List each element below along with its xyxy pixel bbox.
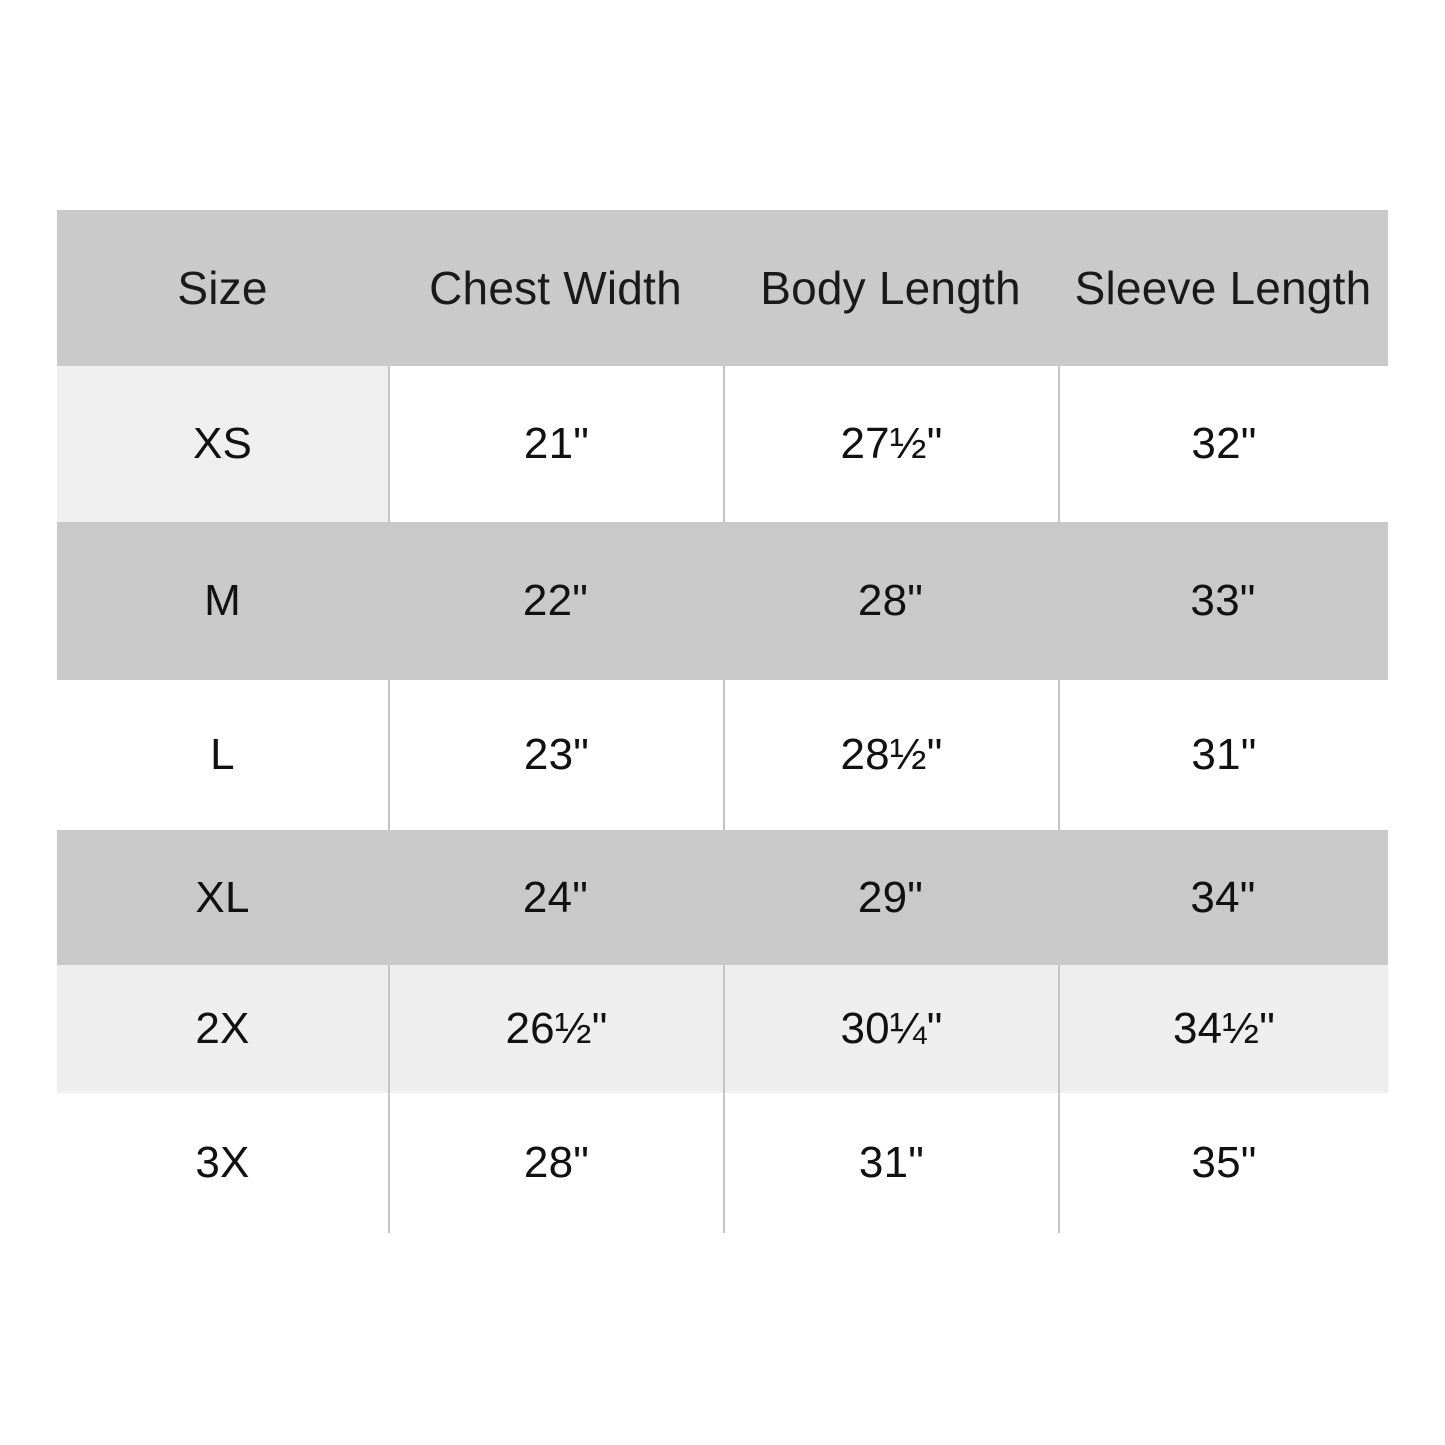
chest-width-cell: 28" <box>388 1093 723 1233</box>
sleeve-length-cell: 31" <box>1058 680 1388 830</box>
header-sleeve-length: Sleeve Length <box>1074 262 1372 314</box>
size-cell: 3X <box>195 1138 250 1187</box>
table-row-xl <box>57 830 1388 965</box>
sleeve-length-cell: 32" <box>1058 366 1388 522</box>
size-cell: L <box>210 730 235 779</box>
body-length-cell: 31" <box>723 1093 1058 1233</box>
size-chart-table <box>57 210 1388 1233</box>
body-length-cell: 29" <box>857 872 924 922</box>
table-row-l <box>57 680 1388 830</box>
sleeve-length-cell: 33" <box>1190 576 1256 625</box>
size-cell: XL <box>195 872 250 922</box>
header-size: Size <box>177 262 268 314</box>
table-row-m <box>57 522 1388 680</box>
table-row-3x <box>57 1093 1388 1233</box>
chest-width-cell: 21" <box>388 366 723 522</box>
size-cell: 2X <box>195 1004 250 1053</box>
table-header-row <box>57 210 1388 366</box>
chest-width-cell: 24" <box>522 872 589 922</box>
body-length-cell: 30¼" <box>723 965 1058 1093</box>
header-body-length: Body Length <box>760 262 1021 314</box>
sleeve-length-cell: 34" <box>1190 872 1256 922</box>
table-row-xs <box>57 366 1388 522</box>
chest-width-cell: 26½" <box>388 965 723 1093</box>
body-length-cell: 28" <box>857 576 924 625</box>
chest-width-cell: 23" <box>388 680 723 830</box>
header-chest-width: Chest Width <box>429 262 682 314</box>
body-length-cell: 27½" <box>723 366 1058 522</box>
body-length-cell: 28½" <box>723 680 1058 830</box>
size-cell: M <box>204 576 241 625</box>
sleeve-length-cell: 35" <box>1058 1093 1388 1233</box>
table-row-2x <box>57 965 1388 1093</box>
sleeve-length-cell: 34½" <box>1058 965 1388 1093</box>
size-cell: XS <box>57 366 388 522</box>
chest-width-cell: 22" <box>522 576 589 625</box>
